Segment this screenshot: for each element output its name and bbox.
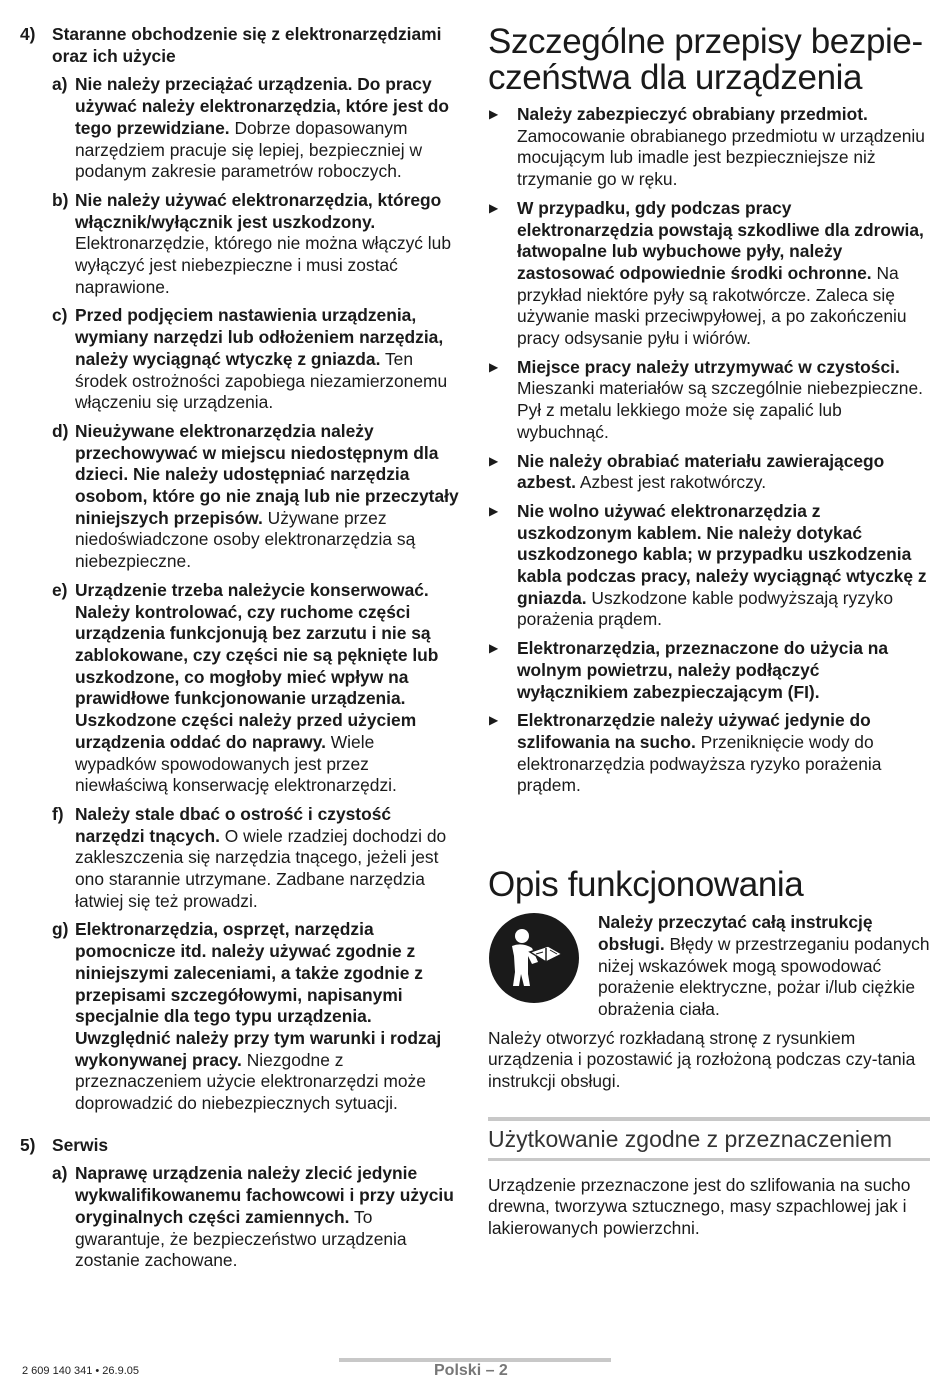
item-bold-text: Nie należy obrabiać materiału zawierającego azbest.: [517, 450, 885, 493]
section-number: 5): [20, 1134, 36, 1155]
item-text: Uszkodzone kable podwyższają ryzyko porażenia prądem.: [517, 587, 893, 630]
right-column: [488, 24, 930, 1240]
item-bold-text: Miejsce pracy należy utrzymywać w czystości.: [517, 356, 900, 377]
list-item: [52, 190, 460, 299]
item-bold-text: Urządzenie trzeba należycie konserwować. Należy kontrolować, czy ruchome części urządzenia funkcjonują bez zarzutu i nie są zablokowane, czy części nie są pęknięte lub uszkodzone, co mogłoby mieć wpływ na prawidłowe funkcjonowanie urządzenia. Uszkodzone części należy przed użyciem urządzenia oddać do naprawy.: [75, 579, 439, 752]
item-bold-text: Należy zabezpieczyć obrabiany przedmiot.: [517, 104, 868, 124]
item-text: O wiele rzadziej dochodzi do zakleszczenia się narzędzia tnącego, jeżeli jest ono starannie utrzymane. Zadbane narzędzia łatwiej się też prowadzi.: [75, 825, 447, 911]
list-item: [488, 451, 930, 494]
triangle-bullet-icon: ▶: [489, 503, 499, 518]
section-title: Staranne obchodzenie się z elektronarzędziami oraz ich użycie: [52, 24, 442, 66]
item-text: Dobrze dopasowanym narzędziem pracuje się lepiej, bezpieczniej w podanym zakresie parametrów roboczych.: [75, 117, 423, 182]
item-bold-text: Nieużywane elektronarzędzia należy przechowywać w miejscu niedostępnym dla dzieci. Nie należy udostępniać narzędzia osobom, które go nie znają lub nie przeczytały niniejszych przepisów.: [75, 420, 459, 528]
item-text: To gwarantuje, że bezpieczeństwo urządzenia zostanie zachowane.: [75, 1206, 407, 1271]
item-bold-text: Elektronarzędzia, osprzęt, narzędzia pomocnicze itd. należy używać zgodnie z niniejszymi zaleceniami, a także zgodnie z przepisami szczegółowymi, napisanymi specjalnie dla tego typu urządzenia. Uwzględnić należy przy tym warunki i rodzaj wykonywanej pracy.: [75, 919, 442, 1070]
item-text: Zamocowanie obrabianego przedmiotu w urządzeniu mocującym lub imadle jest bezpieczniejsze niż trzymanie go w ręku.: [517, 125, 925, 190]
section-title: Serwis: [52, 1134, 109, 1155]
left-column: [20, 24, 460, 1272]
item-text: Elektronarzędzie, którego nie można włączyć lub wyłączyć jest niebezpieczne i musi zostać naprawione.: [75, 233, 452, 297]
list-item: [488, 501, 930, 631]
list-item: [488, 710, 930, 797]
section-4: [20, 24, 460, 1115]
list-item: [52, 919, 460, 1114]
list-item: [488, 198, 930, 350]
read-manual-block: [488, 912, 930, 1021]
item-text: Azbest jest rakotwórczy.: [575, 472, 767, 493]
list-item: [52, 1163, 460, 1272]
item-text: Przeniknięcie wody do elektronarzędzia podwayższa ryzyko porażenia prądem.: [517, 731, 882, 796]
item-letter: g): [52, 919, 69, 940]
section-rule: [488, 1158, 930, 1161]
triangle-bullet-icon: ▶: [489, 359, 499, 374]
item-text: Mieszanki materiałów są szczególnie niebezpieczne. Pył z metalu lekkiego może się zapalić lub wybuchnąć.: [517, 378, 923, 442]
read-manual-text: Błędy w przestrzeganiu podanych niżej wskazówek mogą spowodować porażenie elektryczne, pożar i/lub ciężkie obrażenia ciała.: [598, 933, 930, 1019]
item-letter: e): [52, 579, 68, 600]
function-heading: Opis funkcjonowania: [488, 865, 804, 905]
list-item: [488, 357, 930, 444]
item-bold-text: Nie należy przeciążać urządzenia. Do pracy używać należy elektronarzędzia, które jest do tego przewidziane.: [75, 74, 450, 138]
item-letter: d): [52, 420, 69, 441]
list-item: [52, 74, 460, 183]
item-text: Wiele wypadków spowodowanych jest przez niewłaściwą konserwację elektronarzędzi.: [75, 731, 397, 796]
item-letter: c): [52, 305, 68, 326]
list-item: [52, 580, 460, 797]
list-item: [52, 804, 460, 913]
list-item: [52, 305, 460, 414]
safety-heading: Szczególne przepisy bezpie-czeństwa dla urządzenia: [488, 22, 923, 97]
item-text: Na przykład niektóre pyły są rakotwórcze. Zaleca się używanie maski przeciwpyłowej, a po zakończeniu pracy odsysanie pyłu i wiórów.: [517, 262, 907, 349]
item-text: Używane przez niedoświadczone osoby elektronarzędzia są niebezpieczne.: [75, 507, 416, 572]
list-item: [488, 638, 930, 703]
read-manual-icon: [488, 912, 598, 1021]
document-code: 2 609 140 341 • 26.9.05: [22, 1365, 140, 1377]
item-bold-text: Należy stale dbać o ostrość i czystość narzędzi tnących.: [75, 803, 392, 846]
item-bold-text: Nie należy używać elektronarzędzia, którego włącznik/wyłącznik jest uszkodzony.: [75, 189, 442, 232]
list-item: [488, 104, 930, 191]
item-letter: a): [52, 1163, 68, 1184]
section-number: 4): [20, 24, 36, 44]
item-text: Ten środek ostrożności zapobiega niezamierzonemu włączeniu się urządzenia.: [75, 348, 448, 413]
intended-use-heading: Użytkowanie zgodne z przeznaczeniem: [488, 1125, 892, 1152]
fold-out-paragraph: Należy otworzyć rozkładaną stronę z rysunkiem urządzenia i pozostawić ją rozłożoną podczas czy-tania instrukcji obsługi.: [488, 1027, 916, 1092]
page-number: Polski – 2: [434, 1362, 508, 1379]
intended-use-paragraph: Urządzenie przeznaczone jest do szlifowania na sucho drewna, tworzywa sztucznego, masy szpachlowej jak i lakierowanych powierzchni.: [488, 1174, 911, 1239]
triangle-bullet-icon: ▶: [489, 713, 499, 728]
item-bold-text: Naprawę urządzenia należy zlecić jedynie wykwalifikowanemu fachowcowi i przy użyciu oryginalnych części zamiennych.: [75, 1163, 454, 1227]
triangle-bullet-icon: ▶: [489, 641, 499, 656]
item-bold-text: Przed podjęciem nastawienia urządzenia, wymiany narzędzi lub odłożeniem narzędzia, należy wyciągnąć wtyczkę z gniazda.: [75, 305, 444, 369]
section-5: [20, 1135, 460, 1272]
safety-list: [488, 104, 930, 797]
section-rule: [488, 1117, 930, 1121]
item-letter: f): [52, 803, 64, 824]
item-letter: b): [52, 189, 69, 210]
triangle-bullet-icon: ▶: [489, 453, 499, 468]
item-bold-text: Elektronarzędzie należy używać jedynie do szlifowania na sucho.: [517, 710, 871, 752]
item-bold-text: W przypadku, gdy podczas pracy elektronarzędzia powstają szkodliwe dla zdrowia, łatwopalne lub wybuchowe pyły, należy zastosować odpowiednie środki ochronne.: [517, 197, 924, 283]
item-text: Niezgodne z przeznaczeniem użycie elektronarzędzi może doprowadzić do niebezpiecznych sytuacji.: [75, 1049, 426, 1114]
triangle-bullet-icon: ▶: [489, 200, 499, 215]
item-letter: a): [52, 74, 68, 95]
triangle-bullet-icon: ▶: [489, 107, 499, 121]
read-manual-bold: Należy przeczytać całą instrukcję obsługi.: [598, 912, 873, 954]
list-item: [52, 421, 460, 573]
item-bold-text: Elektronarzędzia, przeznaczone do użycia na wolnym powietrzu, należy podłączyć wyłącznikiem zabezpieczającym (FI).: [517, 638, 889, 702]
item-bold-text: Nie wolno używać elektronarzędzia z uszkodzonym kablem. Nie należy dotykać uszkodzonego kabla; w przypadku uszkodzenia kabla podczas pracy, należy wyciągnąć wtyczkę z gniazda.: [517, 500, 927, 608]
